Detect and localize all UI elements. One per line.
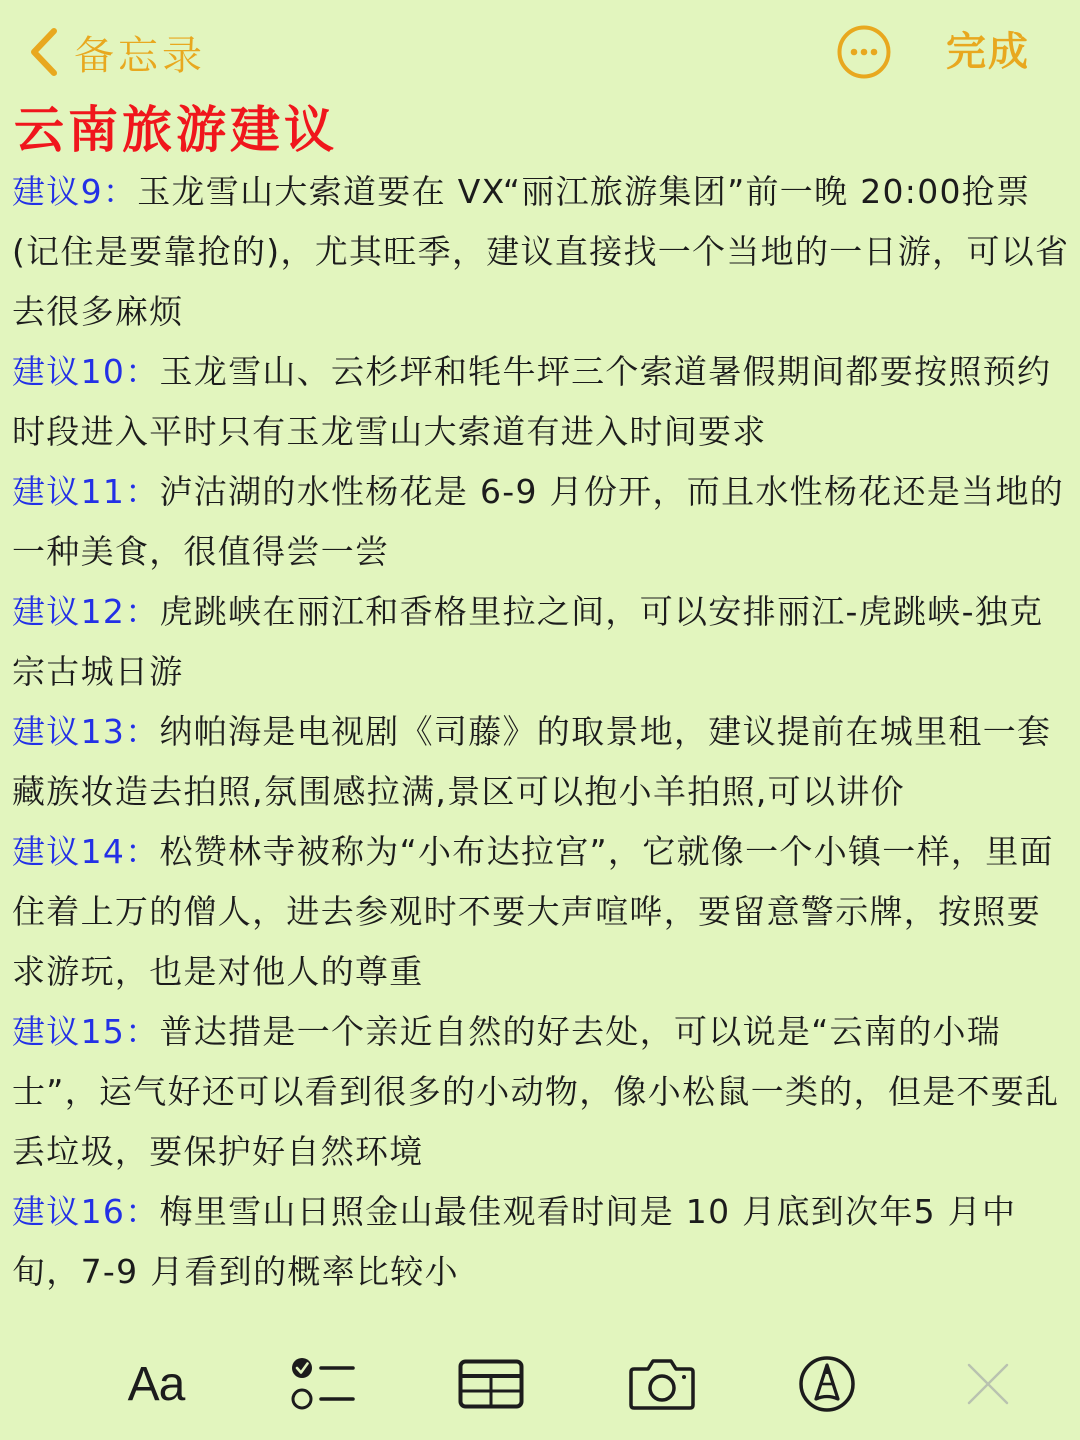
suggestion-item (12, 162, 1074, 342)
more-icon (836, 24, 892, 80)
suggestion-text: 泸沽湖的水性杨花是 6-9 月份开，而且水性杨花还是当地的一种美食，很值得尝一尝 (12, 472, 1065, 571)
text-format-icon: Aa (127, 1357, 185, 1411)
table-icon (458, 1359, 524, 1409)
note-body[interactable] (12, 162, 1074, 1302)
suggestion-item (12, 462, 1074, 582)
more-options-button[interactable] (836, 24, 892, 80)
suggestion-label: 建议16： (12, 1192, 160, 1231)
text-format-button[interactable] (120, 1348, 192, 1420)
suggestion-text: 玉龙雪山、云杉坪和牦牛坪三个索道暑假期间都要按照预约时段进入平时只有玉龙雪山大索道有进入时间要求 (12, 352, 1052, 451)
suggestion-item (12, 342, 1074, 462)
done-button[interactable]: 完成 (946, 29, 1030, 75)
suggestion-text: 虎跳峡在丽江和香格里拉之间，可以安排丽江-虎跳峡-独克宗古城日游 (12, 592, 1044, 691)
suggestion-label: 建议13： (12, 712, 160, 751)
camera-icon (628, 1357, 696, 1411)
suggestion-label: 建议10： (12, 352, 160, 391)
suggestion-text: 纳帕海是电视剧《司藤》的取景地，建议提前在城里租一套藏族妆造去拍照,氛围感拉满,景区可以抱小羊拍照,可以讲价 (12, 712, 1052, 811)
suggestion-item (12, 822, 1074, 1002)
close-icon (965, 1361, 1011, 1407)
back-button-label: 备忘录 (74, 32, 206, 79)
camera-button[interactable] (626, 1348, 698, 1420)
suggestion-label: 建议15： (12, 1012, 160, 1051)
suggestion-text: 梅里雪山日照金山最佳观看时间是 10 月底到次年5 月中旬，7-9 月看到的概率比较小 (12, 1192, 1017, 1291)
suggestion-label: 建议11： (12, 472, 160, 511)
close-keyboard-button[interactable] (952, 1348, 1024, 1420)
suggestion-text: 松赞林寺被称为“小布达拉宫”，它就像一个小镇一样，里面住着上万的僧人，进去参观时不要大声喧哗，要留意警示牌，按照要求游玩，也是对他人的尊重 (12, 832, 1054, 991)
markup-pen-icon (797, 1354, 857, 1414)
checklist-button[interactable] (286, 1348, 358, 1420)
suggestion-text: 普达措是一个亲近自然的好去处，可以说是“云南的小瑞士”，运气好还可以看到很多的小动物，像小松鼠一类的，但是不要乱丢垃圾，要保护好自然环境 (12, 1012, 1060, 1171)
suggestion-label: 建议14： (12, 832, 160, 871)
suggestion-item (12, 702, 1074, 822)
suggestion-item (12, 1002, 1074, 1182)
note-title[interactable]: 云南旅游建议 (14, 100, 338, 159)
markup-button[interactable] (791, 1348, 863, 1420)
navigation-bar (0, 0, 1080, 100)
suggestion-item (12, 582, 1074, 702)
suggestion-text: 玉龙雪山大索道要在 VX“丽江旅游集团”前一晚 20:00抢票(记住是要靠抢的)，尤其旺季，建议直接找一个当地的一日游，可以省去很多麻烦 (12, 172, 1070, 331)
chevron-left-icon (28, 27, 58, 77)
checklist-icon (289, 1354, 355, 1414)
suggestion-item (12, 1182, 1074, 1302)
suggestion-label: 建议9： (12, 172, 138, 211)
bottom-toolbar (0, 1330, 1080, 1440)
back-button[interactable] (28, 22, 206, 82)
table-button[interactable] (455, 1348, 527, 1420)
suggestion-label: 建议12： (12, 592, 160, 631)
